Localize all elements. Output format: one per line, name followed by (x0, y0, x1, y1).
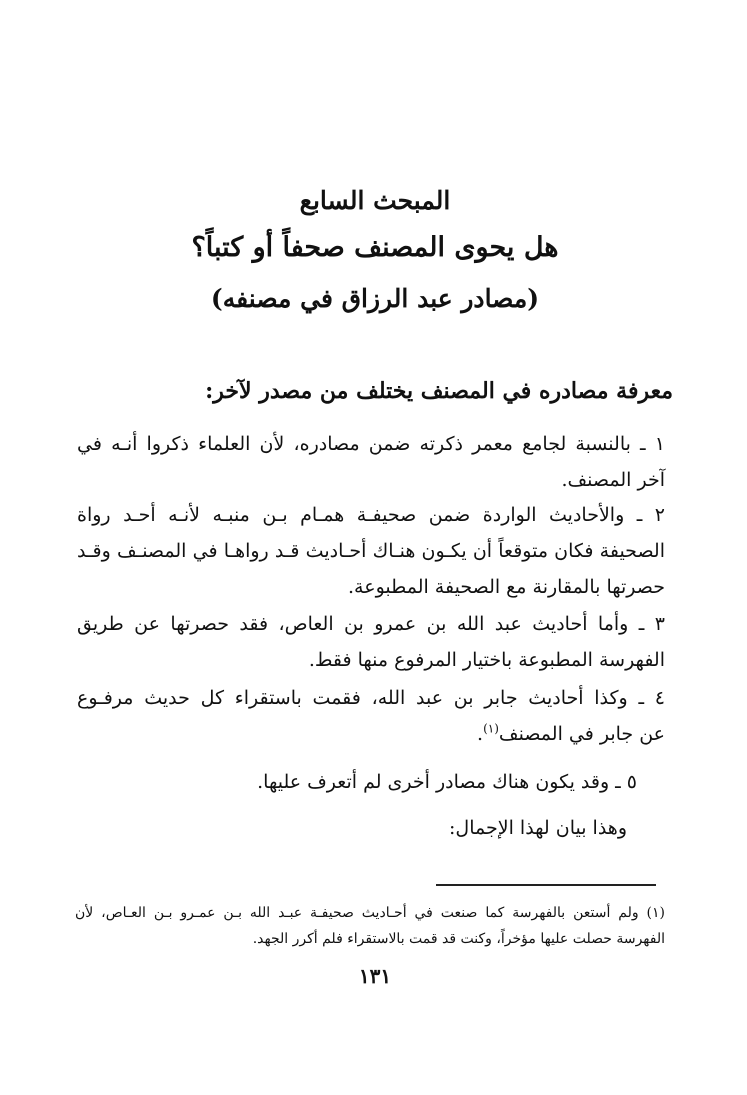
footnote-divider (436, 884, 656, 886)
paragraph-1 (77, 426, 665, 498)
paragraph-1-line-1: ١ ـ بالنسبة لجامع معمر ذكرته ضمن مصادره، لأن العلماء ذكروا أنـه في (77, 433, 665, 455)
paragraph-2-line-1: ٢ ـ والأحاديث الواردة ضمن صحيفـة همـام بـن منبـه لأنـه أحـد رواة (77, 504, 665, 526)
section-question: هل يحوى المصنف صحفاً أو كتباً؟ (191, 232, 559, 263)
footnote (75, 900, 665, 952)
paragraph-1-line-2: آخر المصنف. (561, 469, 665, 491)
intro-sentence: معرفة مصادره في المصنف يختلف من مصدر لآخر: (205, 378, 673, 404)
footnote-line-1: (١) ولم أستعن بالفهرسة كما صنعت في أحـاديث صحيفـة عبـد الله بـن عمـرو بـن العـاص، لأن (75, 905, 665, 921)
paragraph-5: ٥ ـ وقد يكون هناك مصادر أخرى لم أتعرف عليها. (257, 771, 637, 793)
paragraph-2-line-3: حصرتها بالمقارنة مع الصحيفة المطبوعة. (348, 576, 665, 598)
paragraph-3-line-1: ٣ ـ وأما أحاديث عبد الله بن عمرو بن العاص، فقد حصرتها عن طريق (77, 613, 665, 635)
paragraph-4 (77, 680, 665, 752)
page-number: ١٣١ (358, 964, 392, 988)
section-subtitle: (مصادر عبد الرزاق في مصنفه) (210, 284, 540, 313)
paragraph-2-line-2: الصحيفة فكان متوقعاً أن يكـون هنـاك أحـاديث قـد رواهـا في المصنـف وقـد (77, 540, 665, 562)
paragraph-4-line-2 (77, 716, 665, 752)
paragraph-4-line-1: ٤ ـ وكذا أحاديث جابر بن عبد الله، فقمت باستقراء كل حديث مرفـوع (77, 687, 665, 709)
paragraph-4-line-2-end: . (477, 723, 484, 745)
section-title: المبحث السابع (299, 186, 451, 215)
paragraph-2 (77, 497, 665, 605)
paragraph-3 (77, 606, 665, 678)
footnote-line-2: الفهرسة حصلت عليها مؤخراً، وكنت قد قمت بالاستقراء فلم أكرر الجهد. (252, 931, 665, 947)
paragraph-6: وهذا بيان لهذا الإجمال: (449, 817, 627, 839)
paragraph-4-line-2-text: عن جابر في المصنف (498, 723, 665, 745)
footnote-reference[interactable]: (١) (483, 721, 499, 736)
paragraph-3-line-2: الفهرسة المطبوعة باختيار المرفوع منها فقط. (308, 649, 665, 671)
